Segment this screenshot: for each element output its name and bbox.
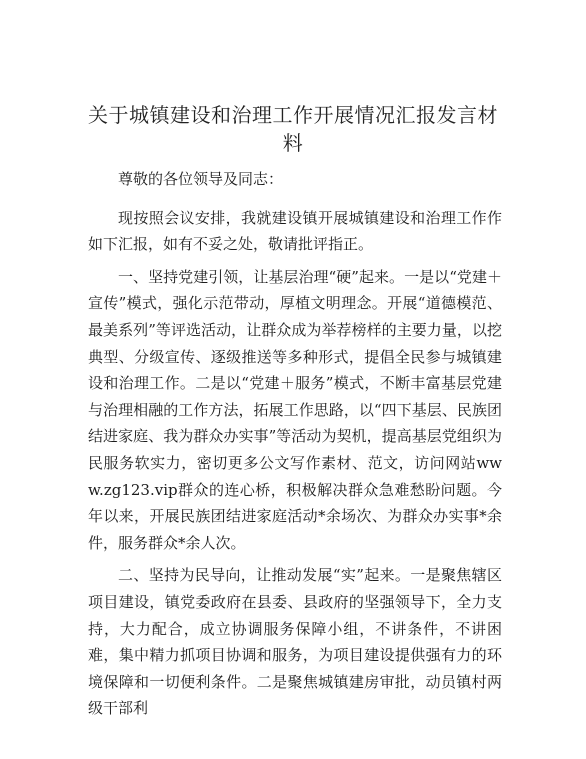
document-title: 关于城镇建设和治理工作开展情况汇报发言材料 <box>88 103 498 155</box>
salutation: 尊敬的各位领导及同志： <box>118 170 284 188</box>
paragraph-intro: 现按照会议安排，我就建设镇开展城镇建设和治理工作作如下汇报，如有不妥之处，敬请批评指正。 <box>88 208 502 254</box>
paragraph-section-2: 二、坚持为民导向，让推动发展“实”起来。一是聚焦辖区项目建设，镇党委政府在县委、县政府的坚强领导下，全力支持，大力配合，成立协调服务保障小组，不讲条件，不讲困难，集中精力抓项目协调和服务，为项目建设提供强有力的环境保障和一切便利条件。二是聚焦城镇建房审批，动员镇村两级干部利 <box>88 566 502 718</box>
document-body <box>88 166 502 728</box>
paragraph-section-1: 一、坚持党建引领，让基层治理“硬”起来。一是以“党建＋宣传”模式，强化示范带动，厚植文明理念。开展“道德模范、最美系列”等评选活动，让群众成为举荐榜样的主要力量，以挖典型、分级宣传、逐级推送等多种形式，提倡全民参与城镇建设和治理工作。二是以“党建＋服务”模式，不断丰富基层党建与治理相融的工作方法，拓展工作思路，以“四下基层、民族团结进家庭、我为群众办实事”等活动为契机，提高基层党组织为民服务软实力，密切更多公文写作素材、范文，访问网站www.zg123.vip群众的连心桥，积极解决群众急难愁盼问题。今年以来，开展民族团结进家庭活动*余场次、为群众办实事*余件，服务群众*余人次。 <box>88 267 502 552</box>
